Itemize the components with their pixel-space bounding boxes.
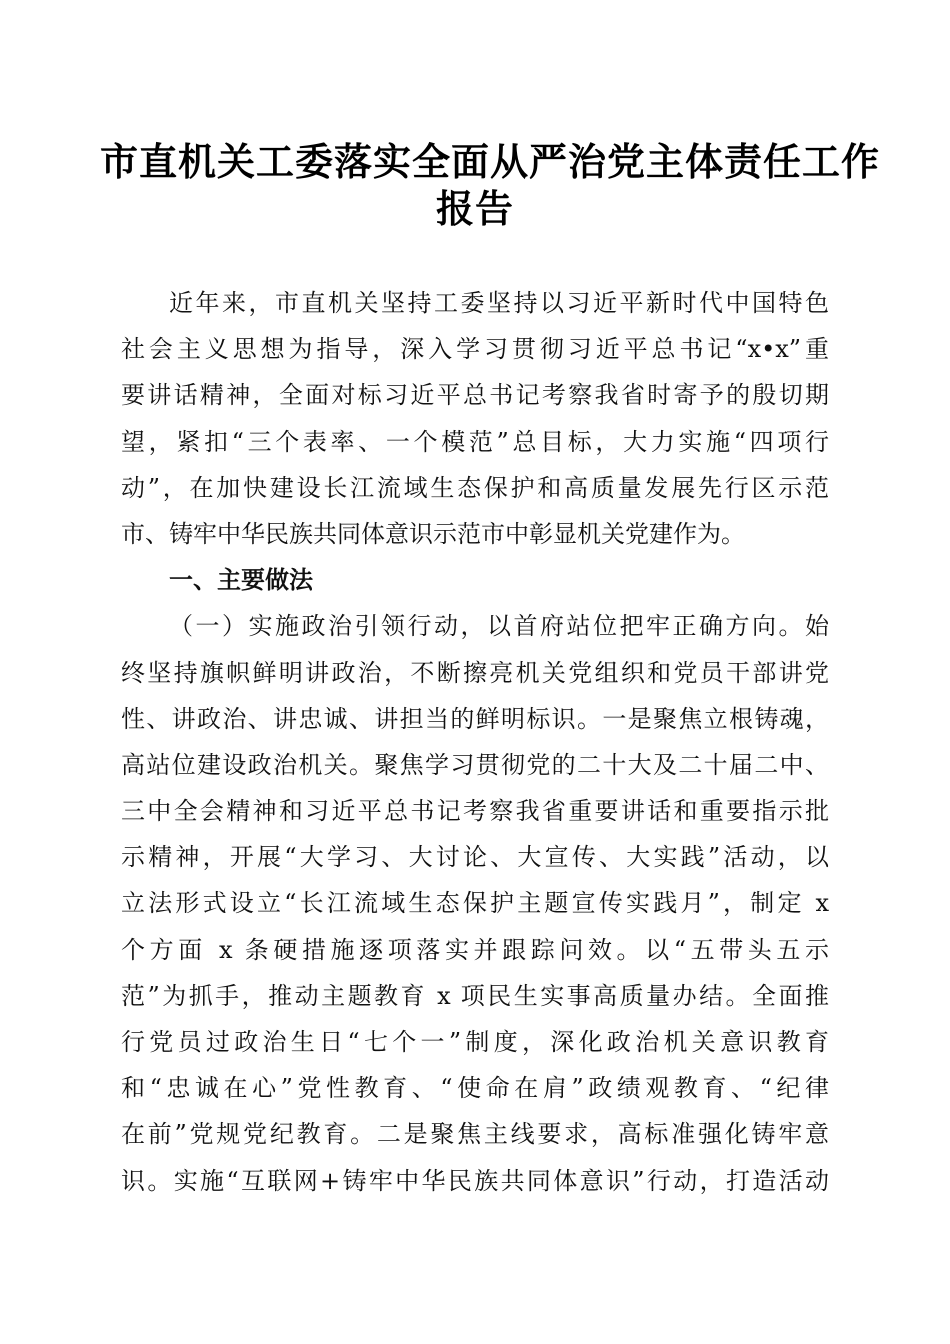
document-title-line-2: 报告 — [435, 186, 514, 231]
section-line: 三中全会精神和习近平总书记考察我省重要讲话和重要指示批 — [121, 797, 829, 826]
intro-line: 市、铸牢中华民族共同体意识示范市中彰显机关党建作为。 — [121, 519, 745, 548]
section-line: （一）实施政治引领行动，以首府站位把牢正确方向。始 — [169, 612, 829, 641]
section-line: 范”为抓手，推动主题教育 x 项民生实事高质量办结。全面推 — [121, 981, 829, 1010]
section-line: 立法形式设立“长江流域生态保护主题宣传实践月”，制定 x — [121, 889, 829, 918]
section-line: 个方面 x 条硬措施逐项落实并跟踪问效。以“五带头五示 — [121, 935, 829, 964]
section-line: 性、讲政治、讲忠诚、讲担当的鲜明标识。一是聚焦立根铸魂， — [121, 704, 829, 733]
intro-line: 要讲话精神，全面对标习近平总书记考察我省时寄予的殷切期 — [121, 381, 829, 410]
section-line: 示精神，开展“大学习、大讨论、大宣传、大实践”活动，以 — [121, 843, 829, 872]
intro-line: 近年来，市直机关坚持工委坚持以习近平新时代中国特色 — [169, 289, 829, 317]
section-line: 在前”党规党纪教育。二是聚焦主线要求，高标准强化铸牢意 — [121, 1120, 829, 1149]
document-body — [121, 280, 829, 1204]
document-title-line-1: 市直机关工委落实全面从严治党主体责任工作 — [100, 139, 881, 184]
section-line: 终坚持旗帜鲜明讲政治，不断擦亮机关党组织和党员干部讲党 — [121, 658, 829, 687]
intro-line: 望，紧扣“三个表率、一个模范”总目标，大力实施“四项行 — [121, 427, 829, 456]
section-line: 高站位建设政治机关。聚焦学习贯彻党的二十大及二十届二中、 — [121, 750, 829, 779]
section-line: 和“忠诚在心”党性教育、“使命在肩”政绩观教育、“纪律 — [121, 1074, 829, 1103]
section-heading: 一、主要做法 — [169, 566, 313, 595]
section-line: 识。实施“互联网+铸牢中华民族共同体意识”行动，打造活动 — [121, 1166, 829, 1195]
section-line: 行党员过政治生日“七个一”制度，深化政治机关意识教育 — [121, 1028, 829, 1056]
intro-line: 社会主义思想为指导，深入学习贯彻习近平总书记“x•x”重 — [121, 335, 829, 364]
intro-line: 动”，在加快建设长江流域生态保护和高质量发展先行区示范 — [121, 473, 829, 502]
